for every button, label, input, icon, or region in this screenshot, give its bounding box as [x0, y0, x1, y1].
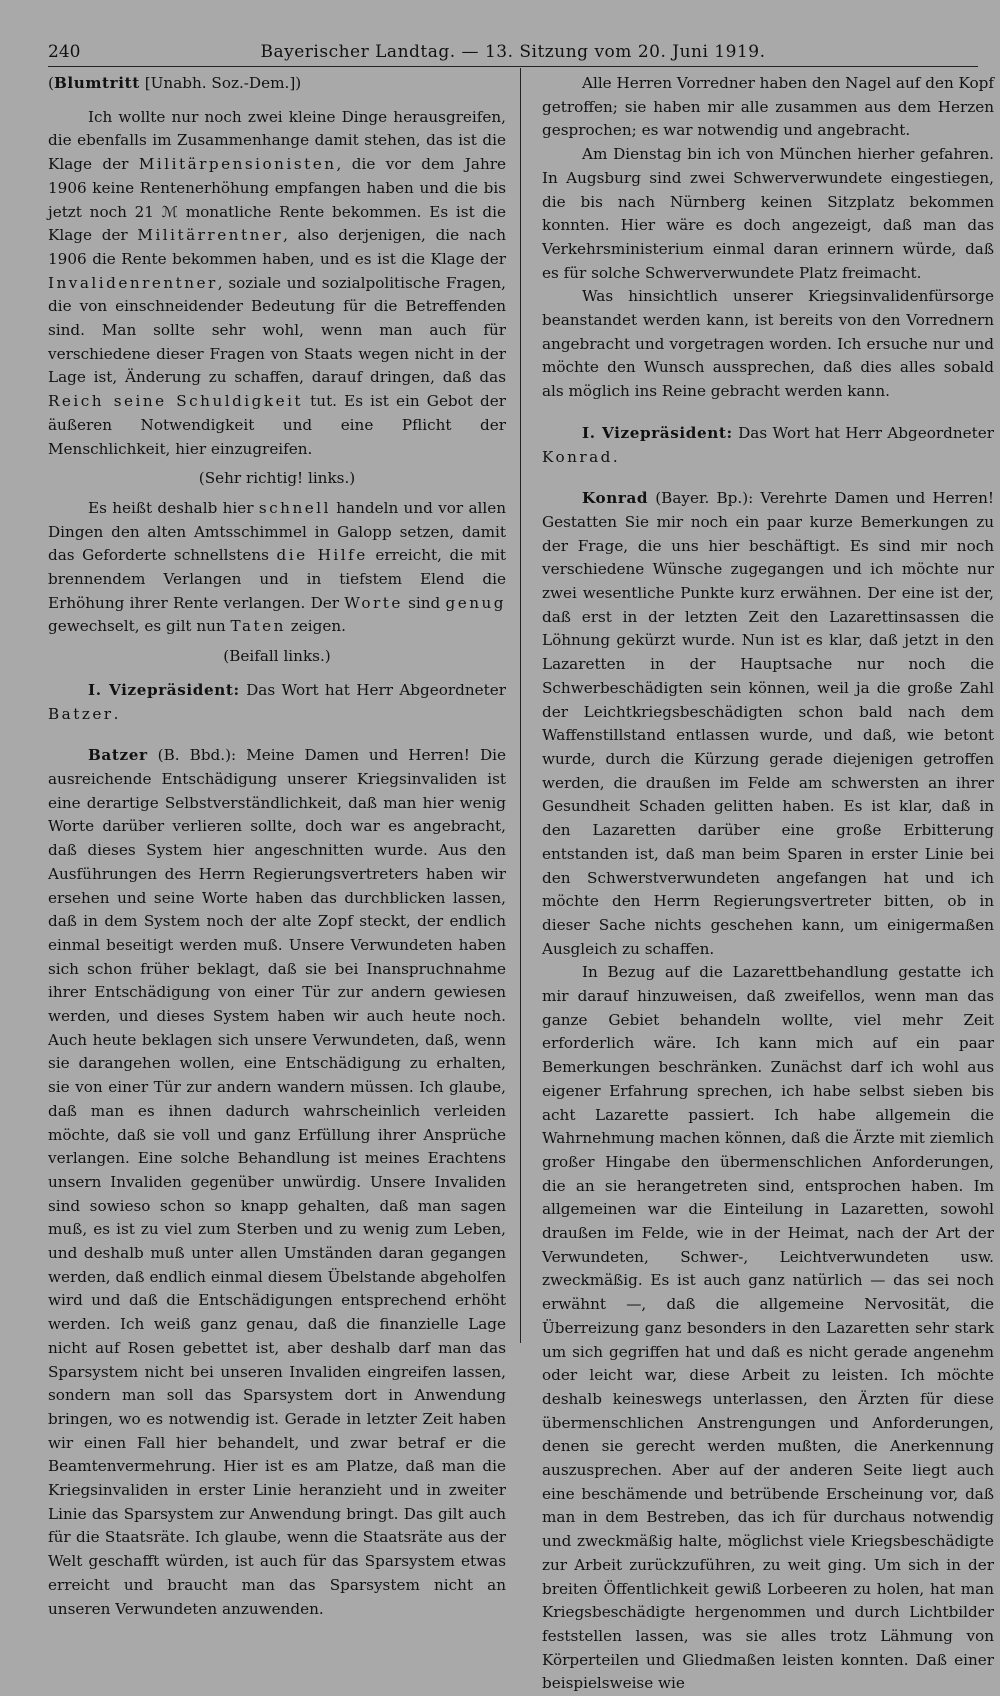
- speaker-name: Batzer: [88, 746, 148, 765]
- left-column: [48, 72, 507, 1618]
- paragraph: Ich wollte nur noch zwei kleine Dinge herausgreifen, die ebenfalls im Zusammenhange damit stehen, das ist die Klage der Militärpensionisten, die vor dem Jahre 1906 keine Rentenerhöhung empfangen haben und die bis jetzt noch 21 ℳ monatliche Rente bekommen. Es ist die Klage der Militärrentner, also derjenigen, die nach 1906 die Rente bekommen haben, und es ist die Klage der Invalidenrentner, soziale und sozialpolitische Fragen, die von einschneidender Bedeutung für die Betreffenden sind. Man sollte sehr wohl, wenn man auch für verschiedene dieser Fragen von Staats wegen nicht in der Lage ist, Änderung zu schaffen, darauf dringen, daß das Reich seine Schuldigkeit tut. Es ist ein Gebot der äußeren Notwendigkeit und eine Pflicht der Menschlichkeit, hier einzugreifen.: [48, 107, 507, 458]
- paragraph: Was hinsichtlich unserer Kriegsinvalidenfürsorge beanstandet werden kann, ist bereits von den Vorrednern angebracht und vorgetragen worden. Ich ersuche nur und möchte den Wunsch aussprechen, daß dies alles sobald als möglich ins Reine gebracht werden kann.: [542, 287, 994, 401]
- presiding-announcement: I. Vizepräsident: Das Wort hat Herr Abgeordneter Konrad.: [542, 423, 994, 466]
- right-column: [542, 72, 994, 1693]
- speech-batzer: Batzer (B. Bbd.): Meine Damen und Herren! Die ausreichende Entschädigung unserer Kriegsinvaliden ist eine derartige Selbstverständlichkeit, daß man hier wenig Worte darüber verlieren sollte, doch war es angebracht, daß dieses System hier angeschnitten wurde. Aus den Ausführungen des Herrn Regierungsvertreters haben wir ersehen und seine Worte haben das durchblicken lassen, daß in dem System noch der alte Zopf steckt, der endlich einmal beseitigt werden muß. Unsere Verwundeten haben sich schon früher beklagt, daß sie bei Inanspruchnahme ihrer Entschädigung von einer Tür zur andern gewiesen werden, und dieses System haben wir auch heute noch. Auch heute beklagen sich unsere Verwundeten, daß, wenn sie darangehen wollen, eine Entschädigung zu erhalten, sie von einer Tür zur andern wandern müssen. Ich glaube, daß man es ihnen dadurch wahrscheinlich verleiden möchte, daß sie voll und ganz Erfüllung ihrer Ansprüche verlangen. Eine solche Behandlung ist meines Erachtens unsern Invaliden gegenüber unwürdig. Unsere Invaliden sind sowieso schon so knapp gehalten, daß man sagen muß, es ist zu viel zum Sterben und zu wenig zum Leben, und deshalb muß unter allen Umständen daran gegangen werden, daß endlich einmal diesem Übelstande abgeholfen wird und daß die Entschädigungen entsprechend erhöht werden. Ich weiß ganz genau, daß die finanzielle Lage nicht auf Rosen gebettet ist, aber deshalb darf man das Sparsystem nicht bei unseren Invaliden eingreifen lassen, sondern man soll das Sparsystem dort in Anwendung bringen, wo es notwendig ist. Gerade in letzter Zeit haben wir einen Fall hier behandelt, und zwar betraf er die Beamtenvermehrung. Hier ist es am Platze, daß man die Kriegsinvaliden in erster Linie heranzieht und in zweiter Linie das Sparsystem zur Anwendung bringt. Das gilt auch für die Staatsräte. Ich glaube, wenn die Staatsräte aus der Welt geschafft würden, ist auch für das Sparsystem etwas erreicht und braucht man das Sparsystem nicht an unseren Verwundeten anzuwenden.: [48, 746, 507, 1618]
- paragraph: Alle Herren Vorredner haben den Nagel auf den Kopf getroffen; sie haben mir alle zusammen aus dem Herzen gesprochen; es war notwendig und angebracht.: [542, 74, 994, 140]
- speaker-party: (B. Bbd.):: [147, 746, 237, 765]
- column-divider: [520, 68, 521, 1343]
- speaker-party: (Bayer. Bp.):: [648, 489, 754, 508]
- speech-konrad: Konrad (Bayer. Bp.): Verehrte Damen und Herren! Gestatten Sie mir noch ein paar kurze Bemerkungen zu der Frage, die uns hier beschäftigt. Es sind mir noch verschiedene Wünsche zugegangen und ich möchte nur zwei wesentliche Punkte kurz erwähnen. Der eine ist der, daß erst in der letzten Zeit den Lazarettinsassen die Löhnung gekürzt wurde. Nun ist es klar, daß jetzt in den Lazaretten in der Hauptsache nur noch die Schwerbeschädigten sein können, weil ja die große Zahl der Leichtkriegsbeschädigten schon bald nach dem Waffenstillstand entlassen wurde, und daß, wie betont wurde, durch die Kürzung gerade diejenigen getroffen werden, die draußen im Felde am schwersten an ihrer Gesundheit Schaden gelitten haben. Es ist klar, daß in den Lazaretten darüber eine große Erbitterung entstanden ist, daß man beim Sparen in erster Linie bei den Schwerstverwundeten angefangen hat und ich möchte den Herrn Regierungsvertreter bitten, ob in dieser Sache nichts geschehen kann, um einigermaßen Ausgleich zu schaffen.: [542, 489, 994, 958]
- paragraph: In Bezug auf die Lazarettbehandlung gestatte ich mir darauf hinzuweisen, daß zweifellos, wenn man das ganze Gebiet behandeln wollte, viel mehr Zeit erforderlich wäre. Ich kann mich auf ein paar Bemerkungen beschränken. Zunächst darf ich wohl aus eigener Erfahrung sprechen, ich habe selbst sieben bis acht Lazarette passiert. Ich habe allgemein die Wahrnehmung machen können, daß die Ärzte mit ziemlich großer Hingabe den übermenschlichen Anforderungen, die an sie herangetreten sind, entsprochen haben. Im allgemeinen war die Einteilung in Lazaretten, sowohl draußen im Felde, wie in der Heimat, nach der Art der Verwundeten, Schwer-, Leichtverwundeten usw. zweckmäßig. Es ist auch ganz natürlich — das sei noch erwähnt —, daß die allgemeine Nervosität, die Überreizung ganz besonders in den Lazaretten sehr stark um sich gegriffen hat und daß es nicht gerade angenehm oder leicht war, diese Arbeit zu leisten. Ich möchte deshalb keineswegs unterlassen, den Ärzten für diese übermenschlichen Anstrengungen und Anforderungen, denen sie gerecht werden mußten, die Anerkennung auszusprechen. Aber auf der anderen Seite liegt auch eine beschämende und betrübende Erscheinung vor, daß man in dem Bestreben, das ich für durchaus notwendig und zweckmäßig halte, möglichst viele Kriegsbeschädigte zur Arbeit zurückzuführen, zu weit ging. Um sich in der breiten Öffentlichkeit gewiß Lorbeeren zu holen, hat man Kriegsbeschädigte hergenommen und durch Lichtbilder feststellen lassen, was sie alles trotz Lähmung von Körperteilen und Gliedmaßen leisten konnten. Daß einer beispielsweise wie: [542, 963, 994, 1693]
- interjection: (Beifall links.): [223, 647, 331, 666]
- speaker-line-blumtritt: (Blumtritt [Unabh. Soz.-Dem.]): [48, 74, 302, 92]
- page-header: [48, 40, 978, 66]
- speaker-name: I. Vizepräsident:: [88, 680, 240, 699]
- header-rule: [48, 66, 978, 67]
- paragraph: Es heißt deshalb hier schnell handeln und vor allen Dingen den alten Amtsschimmel in Galopp setzen, damit das Geforderte schnellstens die Hilfe erreicht, die mit brennendem Verlangen und in tiefstem Elend die Erhöhung ihrer Rente verlangen. Der Worte sind genug gewechselt, es gilt nun Taten zeigen.: [48, 498, 507, 636]
- speaker-party: [Unabh. Soz.-Dem.]): [139, 74, 302, 92]
- page-number: 240: [48, 42, 81, 62]
- running-title: Bayerischer Landtag. — 13. Sitzung vom 20. Juni 1919.: [260, 42, 766, 62]
- presiding-announcement: I. Vizepräsident: Das Wort hat Herr Abgeordneter Batzer.: [48, 680, 506, 723]
- speaker-name: I. Vizepräsident:: [582, 423, 733, 442]
- interjection: (Sehr richtig! links.): [198, 469, 356, 488]
- speaker-name: Konrad: [582, 489, 649, 508]
- paragraph: Am Dienstag bin ich von München hierher gefahren. In Augsburg sind zwei Schwerverwundete eingestiegen, die bis nach Nürnberg keinen Sitzplatz bekommen konnten. Hier wäre es doch angezeigt, daß man das Verkehrsministerium einmal daran erinnern würde, daß es für solche Schwerverwundete Platz freimacht.: [542, 145, 994, 282]
- speaker-name: Blumtritt: [53, 74, 140, 92]
